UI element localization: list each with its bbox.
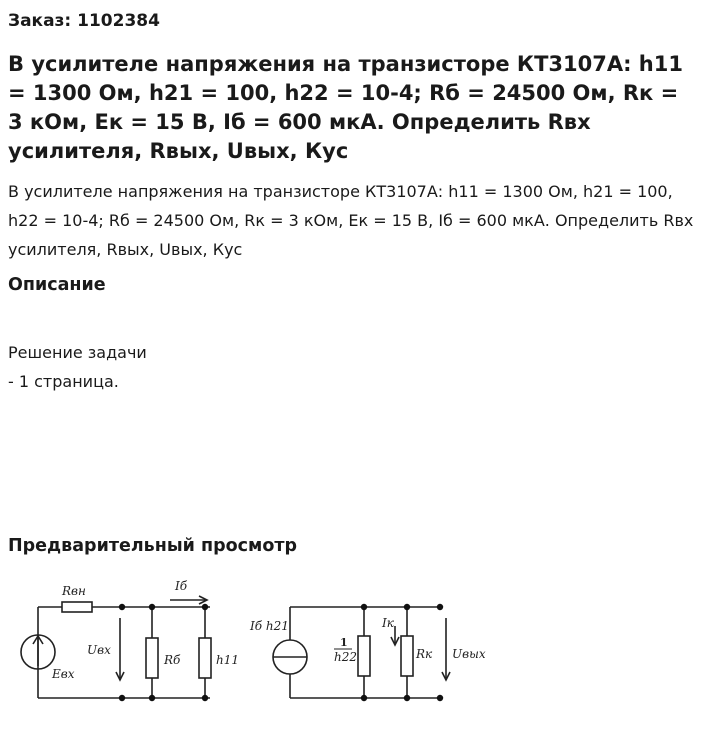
description-line-1: Решение задачи — [8, 343, 147, 362]
label-r-b: Rб — [164, 653, 181, 667]
label-r-in: Rвн — [62, 584, 86, 598]
preview-heading: Предварительный просмотр — [8, 536, 298, 556]
label-h11: h11 — [216, 653, 239, 667]
label-r-k: Rк — [416, 647, 433, 661]
circuit-preview-image — [0, 570, 701, 730]
label-i-k: Iк — [382, 616, 394, 630]
label-u-in: Uвх — [87, 643, 111, 657]
task-description: В усилителе напряжения на транзисторе КТ3107А: h11 = 1300 Ом, h21 = 100, h22 = 10-4; Rб = 24500 Ом, Rк = 3 кОм, Ек = 15 В, Iб = 600 мкА. Определить Rвх усилителя, Rвых, Uвых, Кус — [8, 182, 694, 259]
label-current-source: Iб h21 — [250, 619, 289, 633]
page-title: В усилителе напряжения на транзисторе КТ3107А: h11 = 1300 Ом, h21 = 100, h22 = 10-4; Rб = 24500 Ом, Rк = 3 кОм, Ек = 15 В, Iб = 600 мкА. Определить Rвх усилителя, Rвых, Uвых, Кус — [8, 52, 683, 163]
label-u-out: Uвых — [452, 647, 486, 661]
description-line-2: - 1 страница. — [8, 372, 119, 391]
label-e-in: Eвх — [52, 667, 75, 681]
label-i-b: Iб — [175, 579, 188, 593]
description-heading: Описание — [8, 275, 106, 295]
description-body — [8, 338, 147, 396]
order-number: Заказ: 1102384 — [8, 11, 160, 31]
label-h22-den: h22 — [334, 650, 357, 664]
label-h22-num: 1 — [340, 636, 348, 649]
